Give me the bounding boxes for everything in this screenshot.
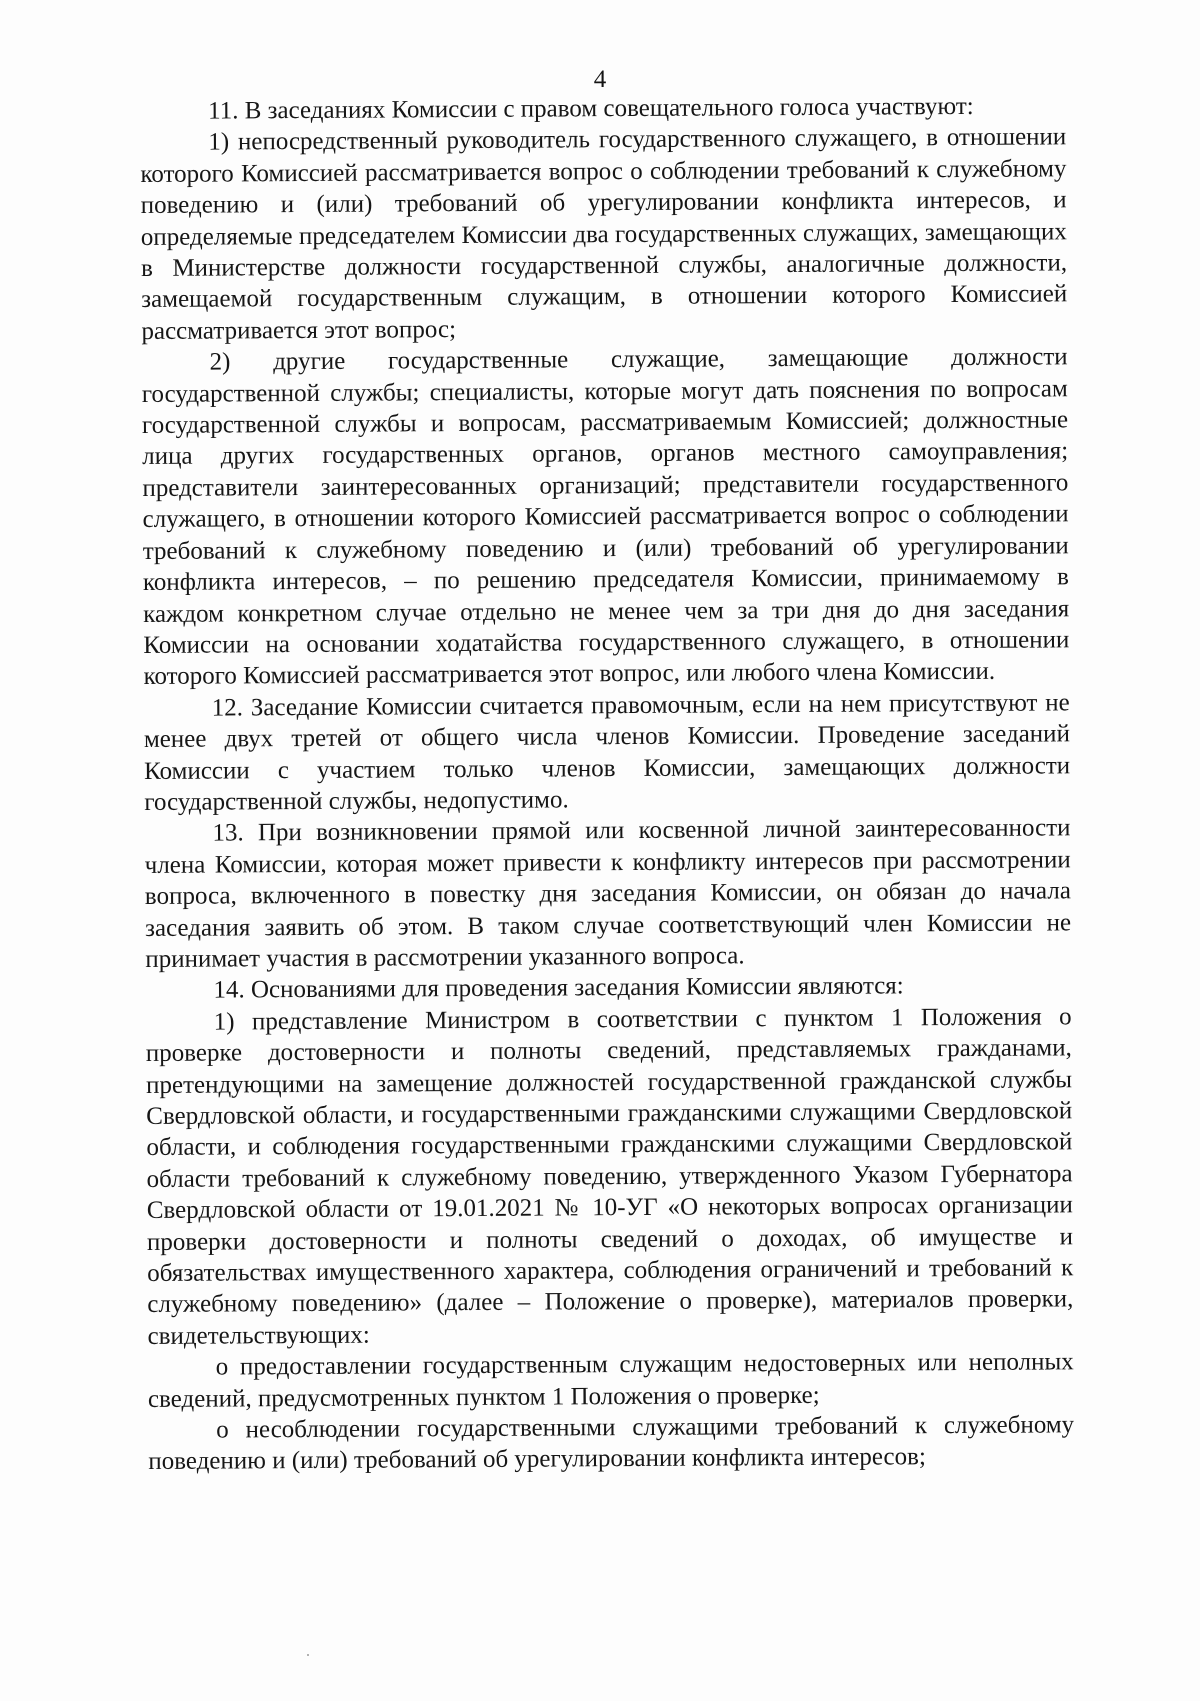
paragraph-13: 13. При возникновении прямой или косвенной личной заинтересованности члена Комиссии, которая может привести к конфликту интересов при рассмотрении вопроса, включенного в повестку дня заседания Комиссии, он обязан до начала заседания заявить об этом. В таком случае соответствующий член Комиссии не принимает участия в рассмотрении указанного вопроса. <box>144 814 1072 973</box>
paragraph-11-item-2: 2) другие государственные служащие, замещающие должности государственной службы; специалисты, которые могут дать пояснения по вопросам государственной службы и вопросам, рассматриваемым Комиссией; должностные лица других государственных органов, органов местного самоуправления; представители заинтересованных организаций; представители государственного служащего, в отношении которого Комиссией рассматривается вопрос о соблюдении требований к служебному поведению и (или) требований об урегулировании конфликта интересов, – по решению председателя Комиссии, принимаемому в каждом конкретном случае отдельно не менее чем за три дня до дня заседания Комиссии на основании ходатайства государственного служащего, в отношении которого Комиссией рассматривается этот вопрос, или любого члена Комиссии. <box>141 343 1070 691</box>
paragraph-14-item-1: 1) представление Министром в соответствии с пунктом 1 Положения о проверке достоверности и полноты сведений, представляемых гражданами, претендующими на замещение должностей государственной гражданской службы Свердловской области, и государственными гражданскими служащими Свердловской области, и соблюдения государственными гражданскими служащими Свердловской области требований к служебному поведению, утвержденного Указом Губернатора Свердловской области от 19.01.2021 № 10-УГ «О некоторых вопросах организации проверки достоверности и полноты сведений о доходах, об имуществе и обязательствах имущественного характера, соблюдения ограничений и требований к служебному поведению» (далее – Положение о проверке), материалов проверки, свидетельствующих: <box>145 1003 1074 1350</box>
scan-artifact <box>307 1654 309 1656</box>
paragraph-11-item-1: 1) непосредственный руководитель государственного служащего, в отношении которого Комиссией рассматривается вопрос о соблюдении требований к служебному поведению и (или) требований об урегулировании конфликта интересов, и определяемые председателем Комиссии два государственных служащих, замещающих в Министерстве должности государственной службы, аналогичные должности, замещаемой государственным служащим, в отношении которого Комиссией рассматривается этот вопрос; <box>140 123 1068 345</box>
page-number: 4 <box>593 66 607 93</box>
paragraph-14-intro: 14. Основаниями для проведения заседания Комиссии являются: <box>213 972 904 1004</box>
document-body <box>140 90 1074 1478</box>
paragraph-12: 12. Заседание Комиссии считается правомочным, если на нем присутствуют не менее двух третей от общего числа членов Комиссии. Проведение заседаний Комиссии с участием только членов Комиссии, замещающих должности государственной службы, недопустимо. <box>143 689 1071 816</box>
paragraph-14-subitem-a: о предоставлении государственным служащим недостоверных или неполных сведений, предусмотренных пунктом 1 Положения о проверке; <box>147 1348 1074 1413</box>
paragraph-11-intro: 11. В заседаниях Комиссии с правом совещательного голоса участвуют: <box>208 92 974 125</box>
paragraph-14-subitem-b: о несоблюдении государственными служащими требований к служебному поведению и (или) требований об урегулировании конфликта интересов; <box>148 1411 1075 1476</box>
